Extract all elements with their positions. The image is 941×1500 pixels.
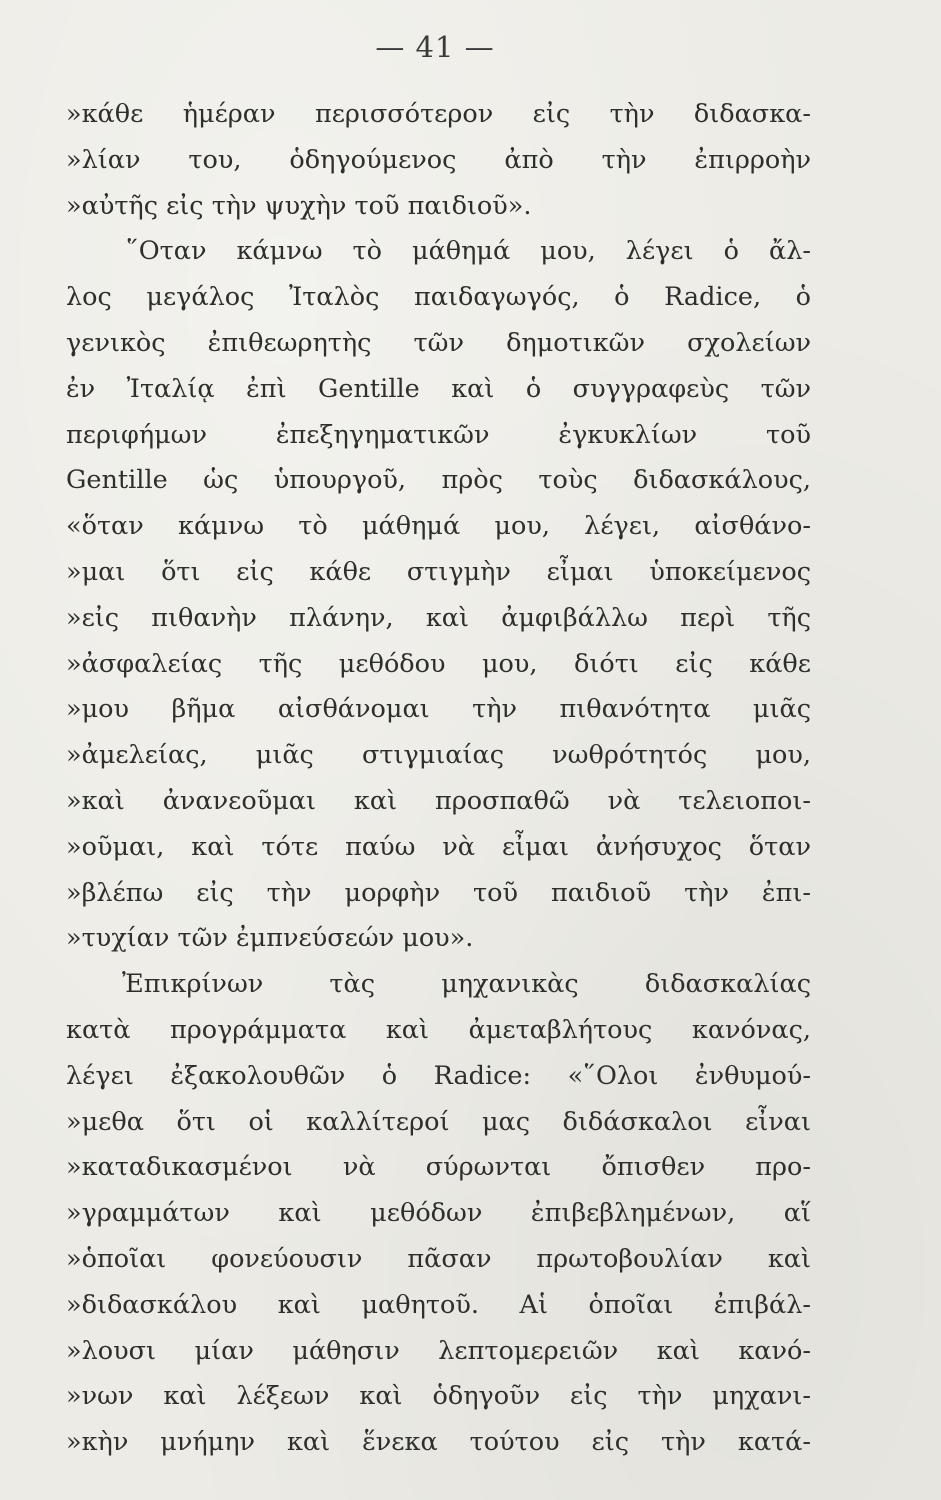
text-line: »ὁποῖαι φονεύουσιν πᾶσαν πρωτοβουλίαν καὶ	[66, 1243, 811, 1274]
text-line: »μεθα ὅτι οἱ καλλίτεροί μας διδάσκαλοι εἶναι	[66, 1106, 811, 1137]
text-line: »γραμμάτων καὶ μεθόδων ἐπιβεβλημένων, αἵ	[66, 1198, 811, 1229]
text-line: »αὐτῆς εἰς τὴν ψυχὴν τοῦ παιδιοῦ».	[66, 190, 532, 221]
text-line: »ἀμελείας, μιᾶς στιγμιαίας νωθρότητός μου,	[66, 740, 811, 771]
text-line: ἐν Ἰταλίᾳ ἐπὶ Gentille καὶ ὁ συγγραφεὺς τῶν	[66, 373, 811, 404]
text-line: »εἰς πιθανὴν πλάνην, καὶ ἀμφιβάλλω περὶ τῆς	[66, 602, 811, 633]
text-line: »νων καὶ λέξεων καὶ ὁδηγοῦν εἰς τὴν μηχανι-	[66, 1381, 811, 1412]
text-line: »διδασκάλου καὶ μαθητοῦ. Αἱ ὁποῖαι ἐπιβάλ-	[66, 1289, 811, 1320]
text-line: περιφήμων ἐπεξηγηματικῶν ἐγκυκλίων τοῦ	[66, 419, 811, 450]
text-line: »ἀσφαλείας τῆς μεθόδου μου, διότι εἰς κάθε	[66, 648, 811, 679]
paragraph-start-line: Ἐπικρίνων τὰς μηχανικὰς διδασκαλίας	[122, 969, 811, 1000]
text-line: κατὰ προγράμματα καὶ ἀμεταβλήτους κανόνας,	[66, 1014, 811, 1045]
text-line: λέγει ἐξακολουθῶν ὁ Radice: «῞Ολοι ἐνθυμού-	[66, 1060, 811, 1091]
text-line: »μου βῆμα αἰσθάνομαι τὴν πιθανότητα μιᾶς	[66, 694, 811, 725]
text-line: »οῦμαι, καὶ τότε παύω νὰ εἶμαι ἀνήσυχος ὅταν	[66, 831, 811, 862]
text-line: γενικὸς ἐπιθεωρητὴς τῶν δημοτικῶν σχολείων	[66, 327, 811, 358]
paragraph-start-line: ῞Οταν κάμνω τὸ μάθημά μου, λέγει ὁ ἄλ-	[126, 236, 811, 267]
text-line: »τυχίαν τῶν ἐμπνεύσεών μου».	[66, 923, 474, 954]
text-line: »κὴν μνήμην καὶ ἕνεκα τούτου εἰς τὴν κατά-	[66, 1427, 811, 1458]
text-line: »λουσι μίαν μάθησιν λεπτομερειῶν καὶ κανό-	[66, 1335, 811, 1366]
body-text	[66, 92, 811, 1466]
text-line: Gentille ὡς ὑπουργοῦ, πρὸς τοὺς διδασκάλους,	[66, 465, 811, 496]
page-number: — 41 —	[375, 30, 495, 64]
text-line: »καταδικασμένοι νὰ σύρωνται ὄπισθεν προ-	[66, 1152, 811, 1183]
text-line: «ὅταν κάμνω τὸ μάθημά μου, λέγει, αἰσθάνο-	[66, 511, 811, 542]
text-line: »κάθε ἡμέραν περισσότερον εἰς τὴν διδασκα-	[66, 99, 811, 129]
text-line: »καὶ ἀνανεοῦμαι καὶ προσπαθῶ νὰ τελειοποι-	[66, 785, 811, 816]
text-line: λος μεγάλος Ἰταλὸς παιδαγωγός, ὁ Radice, ὁ	[66, 282, 811, 313]
text-line: »μαι ὅτι εἰς κάθε στιγμὴν εἶμαι ὑποκείμενος	[66, 556, 811, 587]
text-line: »βλέπω εἰς τὴν μορφὴν τοῦ παιδιοῦ τὴν ἐπι-	[66, 877, 811, 908]
text-line: »λίαν του, ὁδηγούμενος ἀπὸ τὴν ἐπιρροὴν	[66, 144, 811, 175]
